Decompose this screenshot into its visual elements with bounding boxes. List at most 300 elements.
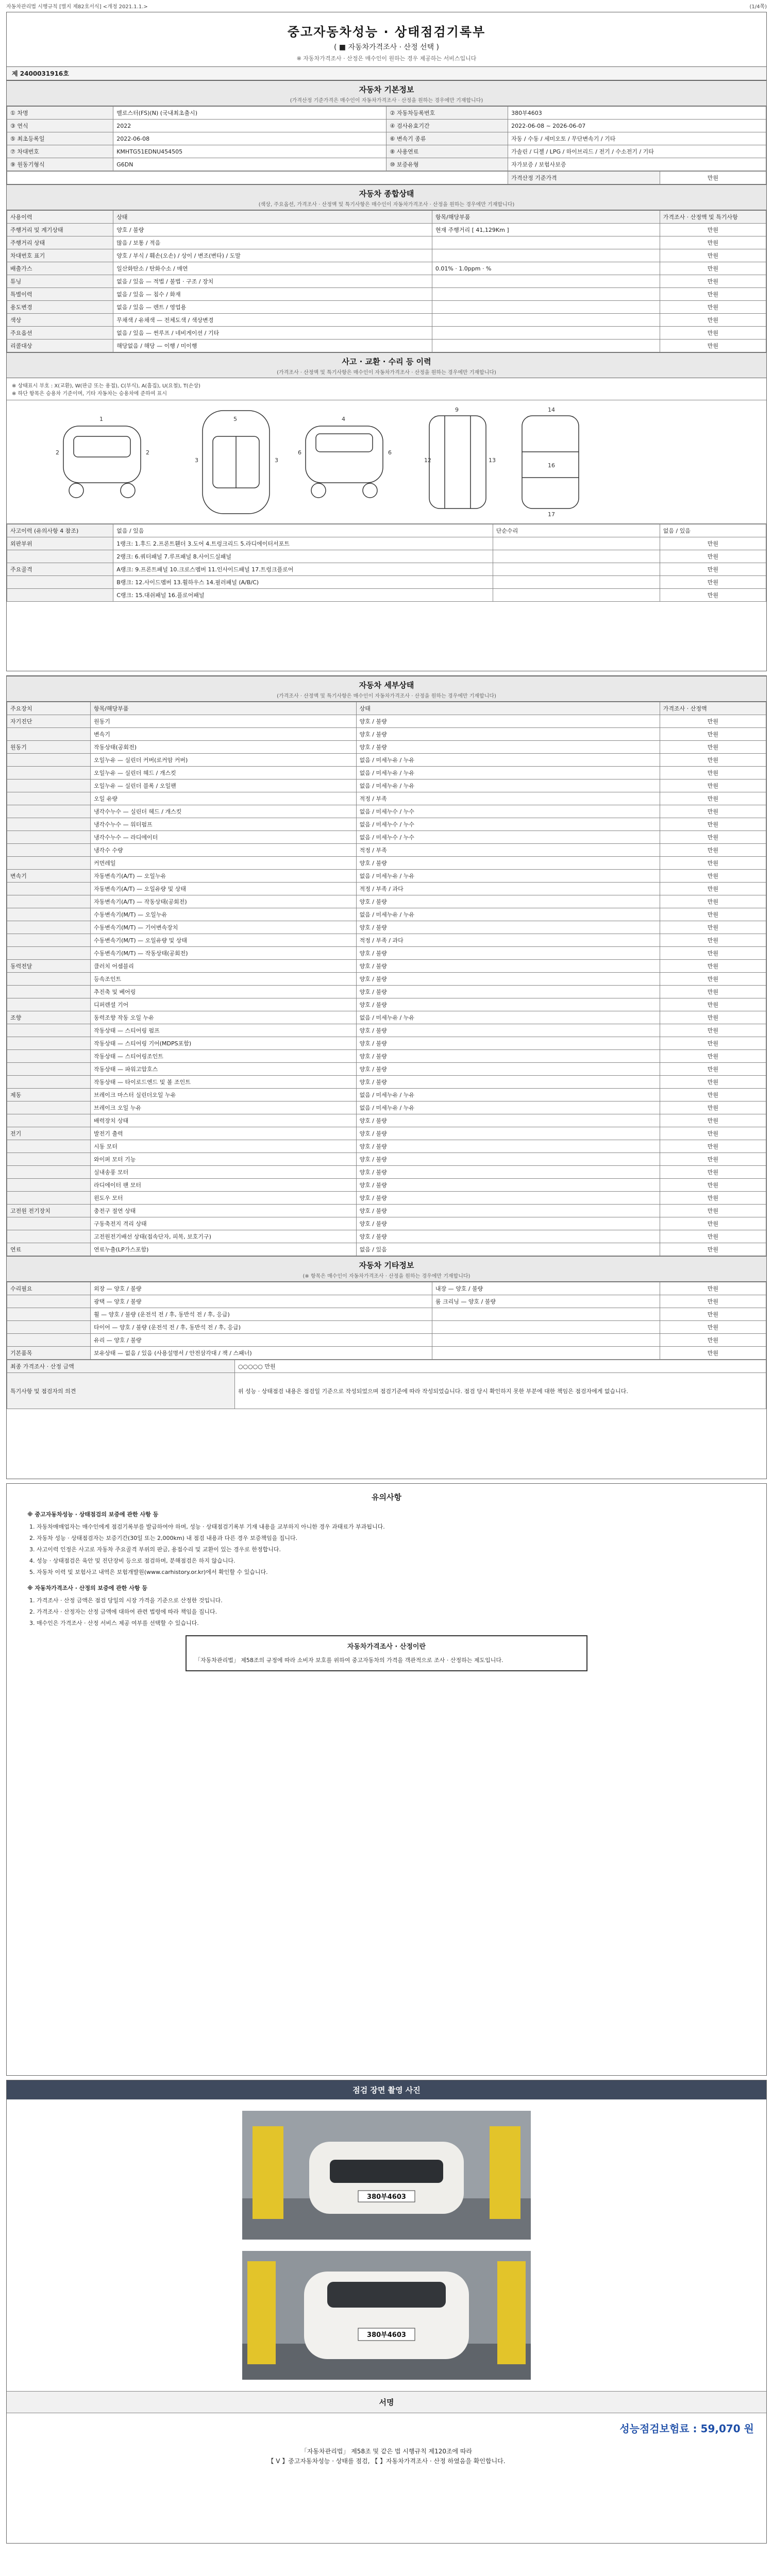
detail-cell: 양호 / 불량 (356, 1076, 660, 1089)
detail-cell: 양호 / 불량 (356, 895, 660, 908)
final-price-label: 최종 가격조사 · 산정 금액 (7, 1360, 235, 1373)
detail-cell (7, 831, 91, 844)
svg-text:5: 5 (233, 416, 237, 422)
accident-cell (493, 563, 660, 576)
basic-info-cell: 2022-06-08 (113, 132, 386, 145)
insurance-fee-label: 성능점검보험료 : (619, 2422, 697, 2435)
other-info-cell: 보유상태 — 없음 / 있음 (사용설명서 / 안전삼각대 / 잭 / 스패너) (91, 1347, 432, 1360)
detail-cell (7, 1192, 91, 1205)
price-basis-table (7, 171, 766, 184)
accident-cell: 만원 (660, 550, 766, 563)
detail-cell: 만원 (660, 1179, 766, 1192)
detail-row (7, 883, 766, 895)
svg-text:14: 14 (548, 406, 555, 413)
summary-cell: 용도변경 (7, 301, 113, 314)
summary-column-header: 사용이력 (7, 211, 113, 224)
detail-cell: 작동상태 — 타이로드엔드 및 볼 조인트 (91, 1076, 357, 1089)
page-4 (6, 2080, 767, 2544)
basic-info-row (7, 107, 766, 120)
accident-cell: 주요골격 (7, 563, 113, 576)
accident-cell: 외판부위 (7, 537, 113, 550)
accident-cell: 만원 (660, 563, 766, 576)
other-info-row (7, 1321, 766, 1334)
detail-cell (7, 908, 91, 921)
detail-row (7, 998, 766, 1011)
summary-cell: 색상 (7, 314, 113, 327)
summary-row (7, 327, 766, 340)
basic-info-cell: ④ 검사유효기간 (386, 120, 508, 132)
detail-cell (7, 857, 91, 870)
other-info-cell: 만원 (660, 1321, 766, 1334)
basic-info-cell: ② 자동차등록번호 (386, 107, 508, 120)
form-reference: 자동차관리법 시행규칙 [별지 제82호서식] <개정 2021.1.1.> (6, 4, 148, 10)
caution-item: 1. 가격조사 · 산정 금액은 점검 당일의 시장 가격을 기준으로 산정한 것입니다. (37, 1596, 746, 1605)
detail-cell (7, 728, 91, 741)
detail-cell (7, 921, 91, 934)
detail-column-header: 주요장치 (7, 702, 91, 715)
detail-row (7, 767, 766, 779)
accident-legend-symbols: ※ 상태표시 부호 : X(교환), W(판금 또는 용접), C(부식), A(흠집), U(요철), T(손상) (12, 383, 200, 389)
other-info-cell (7, 1334, 91, 1347)
summary-cell: 만원 (660, 249, 766, 262)
svg-text:9: 9 (455, 406, 459, 413)
other-info-cell (7, 1295, 91, 1308)
detail-row (7, 754, 766, 767)
accident-cell: 1랭크: 1.후드 2.프론트휀더 3.도어 4.트렁크리드 5.라디에이터서포트 (113, 537, 493, 550)
detail-cell: 오일누유 — 실린더 커버(로커암 커버) (91, 754, 357, 767)
price-basis-blank (7, 172, 508, 184)
summary-row (7, 275, 766, 288)
detail-cell: 연료 (7, 1243, 91, 1256)
detail-row (7, 1011, 766, 1024)
detail-cell (7, 1153, 91, 1166)
document-title: 중고자동차성능 · 상태점검기록부 (287, 25, 486, 39)
detail-cell: 만원 (660, 1166, 766, 1179)
detail-row (7, 1243, 766, 1256)
detail-cell: 실내송풍 모터 (91, 1166, 357, 1179)
summary-title: 자동차 종합상태 (359, 189, 414, 198)
price-survey-title: 자동차가격조사 · 산정이란 (347, 1643, 426, 1651)
inspection-photo-rear (242, 2251, 531, 2380)
svg-text:13: 13 (489, 457, 496, 464)
detail-cell: 수동변속기(M/T) — 작동상태(공회전) (91, 947, 357, 960)
detail-cell: 추진축 및 베어링 (91, 986, 357, 998)
detail-row (7, 908, 766, 921)
detail-cell: 만원 (660, 998, 766, 1011)
detail-row (7, 1089, 766, 1101)
detail-cell: 없음 / 미세누유 / 누유 (356, 908, 660, 921)
detail-cell: 와이퍼 모터 기능 (91, 1153, 357, 1166)
basic-info-cell: G6DN (113, 158, 386, 171)
detail-cell: 라디에이터 팬 모터 (91, 1179, 357, 1192)
basic-info-cell: 가솔린 / 디젤 / LPG / 하이브리드 / 전기 / 수소전기 / 기타 (508, 145, 766, 158)
detail-cell (7, 1114, 91, 1127)
detail-row (7, 960, 766, 973)
detail-cell: 만원 (660, 857, 766, 870)
detail-header-row (7, 702, 766, 715)
basic-info-cell: ⑦ 차대번호 (7, 145, 113, 158)
document-number: 제 2400031916호 (7, 66, 766, 80)
detail-cell (7, 883, 91, 895)
detail-cell (7, 1050, 91, 1063)
summary-cell (432, 288, 660, 301)
basic-info-cell: 2022-06-08 ~ 2026-06-07 (508, 120, 766, 132)
detail-cell: 수동변속기(M/T) — 오일유량 및 상태 (91, 934, 357, 947)
summary-row (7, 224, 766, 236)
detail-cell: 브레이크 오일 누유 (91, 1101, 357, 1114)
page-2 (6, 675, 767, 1479)
detail-cell: 원동기 (7, 741, 91, 754)
detail-cell: 충전구 절연 상태 (91, 1205, 357, 1217)
other-info-cell: 타이어 — 양호 / 불량 (운전석 전 / 후, 동반석 전 / 후, 응급) (91, 1321, 432, 1334)
other-info-cell: 기본품목 (7, 1347, 91, 1360)
summary-cell: 차대번호 표기 (7, 249, 113, 262)
detail-cell (7, 767, 91, 779)
car-diagram-area (7, 400, 766, 524)
summary-cell (432, 327, 660, 340)
caution-subtitle-2: ※ 자동차가격조사 · 산정의 보증에 관한 사항 등 (27, 1584, 147, 1591)
detail-cell: 양호 / 불량 (356, 973, 660, 986)
other-info-cell: 내장 — 양호 / 불량 (432, 1282, 660, 1295)
summary-column-header: 항목/해당부품 (432, 211, 660, 224)
summary-row (7, 288, 766, 301)
basic-info-cell: ⑨ 원동기형식 (7, 158, 113, 171)
svg-text:16: 16 (548, 462, 555, 469)
detail-cell: 만원 (660, 1011, 766, 1024)
basic-info-title: 자동차 기본정보 (359, 85, 414, 94)
summary-cell: 만원 (660, 327, 766, 340)
summary-cell: 튜닝 (7, 275, 113, 288)
detail-cell: 만원 (660, 1243, 766, 1256)
other-info-row (7, 1282, 766, 1295)
detail-row (7, 1037, 766, 1050)
detail-cell: 자동변속기(A/T) — 오일유량 및 상태 (91, 883, 357, 895)
special-notes-text: 위 성능 · 상태점검 내용은 점검일 기준으로 작성되었으며 점검기준에 따라 작성되었습니다. 점검 당시 확인하지 못한 부분에 대한 책임은 점검자에게 없습니다. (234, 1373, 766, 1409)
car-rear-photo (242, 2251, 531, 2380)
detail-cell: 디퍼렌셜 기어 (91, 998, 357, 1011)
summary-header-row (7, 211, 766, 224)
other-info-cell: 만원 (660, 1295, 766, 1308)
form-header (0, 0, 773, 12)
summary-note: (색상, 주요옵션, 가격조사 · 산정액 및 특기사항은 매수인이 자동차가격조사 · 산정을 원하는 경우에만 기재합니다) (258, 202, 515, 208)
detail-cell: 없음 / 미세누유 / 누유 (356, 1089, 660, 1101)
detail-cell: 시동 모터 (91, 1140, 357, 1153)
detail-column-header: 상태 (356, 702, 660, 715)
detail-cell: 동력조향 작동 오일 누유 (91, 1011, 357, 1024)
other-info-cell: 만원 (660, 1347, 766, 1360)
summary-row (7, 236, 766, 249)
accident-title: 사고 · 교환 · 수리 등 이력 (342, 357, 431, 366)
detail-cell: 만원 (660, 1153, 766, 1166)
summary-cell (432, 301, 660, 314)
detail-column-header: 항목/해당부품 (91, 702, 357, 715)
accident-row (7, 563, 766, 576)
other-info-cell (432, 1321, 660, 1334)
summary-cell: 만원 (660, 314, 766, 327)
detail-cell: 만원 (660, 1140, 766, 1153)
detail-row (7, 1217, 766, 1230)
detail-cell (7, 934, 91, 947)
detail-cell: 냉각수누수 — 실린더 헤드 / 개스킷 (91, 805, 357, 818)
summary-cell (432, 314, 660, 327)
detail-cell: 만원 (660, 870, 766, 883)
detail-cell: 만원 (660, 921, 766, 934)
detail-cell: 작동상태 — 스티어링 펌프 (91, 1024, 357, 1037)
detail-cell: 배력장치 상태 (91, 1114, 357, 1127)
detail-cell: 오일 유량 (91, 792, 357, 805)
caution-item: 3. 사고이력 인정은 사고로 자동차 주요골격 부위의 판금, 용접수리 및 교환이 있는 경우로 한정합니다. (37, 1545, 746, 1554)
accident-cell: A랭크: 9.프론트패널 10.크로스멤버 11.인사이드패널 17.트렁크플로어 (113, 563, 493, 576)
caution-item: 2. 가격조사 · 산정자는 산정 금액에 대하여 관련 법령에 따라 책임을 집니다. (37, 1607, 746, 1617)
summary-row (7, 340, 766, 352)
other-title: 자동차 기타정보 (359, 1261, 414, 1270)
caution-subtitle-1: ※ 중고자동차성능 · 상태점검의 보증에 관한 사항 등 (27, 1511, 159, 1518)
detail-cell: 양호 / 불량 (356, 1192, 660, 1205)
document-title-block (7, 12, 766, 66)
detail-cell: 양호 / 불량 (356, 1127, 660, 1140)
detail-cell: 수동변속기(M/T) — 오일누유 (91, 908, 357, 921)
detail-cell: 적정 / 부족 (356, 844, 660, 857)
detail-cell: 없음 / 미세누유 / 누유 (356, 754, 660, 767)
detail-cell: 없음 / 미세누수 / 누수 (356, 831, 660, 844)
summary-cell: 만원 (660, 340, 766, 352)
detail-cell: 만원 (660, 883, 766, 895)
detail-cell: 만원 (660, 947, 766, 960)
summary-cell: 없음 / 있음 — 적법 / 불법 · 구조 / 장치 (113, 275, 432, 288)
other-header (7, 1256, 766, 1282)
detail-row (7, 1179, 766, 1192)
other-info-row (7, 1334, 766, 1347)
detail-cell: 오일누유 — 실린더 블록 / 오일팬 (91, 779, 357, 792)
basic-info-cell: KMHTG51EDNU454505 (113, 145, 386, 158)
detail-cell: 만원 (660, 908, 766, 921)
detail-cell: 없음 / 미세누수 / 누수 (356, 805, 660, 818)
basic-info-cell: ⑥ 변속기 종류 (386, 132, 508, 145)
detail-cell: 냉각수누수 — 라디에이터 (91, 831, 357, 844)
detail-cell: 적정 / 부족 / 과다 (356, 883, 660, 895)
detail-cell: 만원 (660, 1063, 766, 1076)
summary-cell (432, 236, 660, 249)
detail-cell: 없음 / 미세누유 / 누유 (356, 1011, 660, 1024)
detail-cell: 없음 / 미세누유 / 누유 (356, 779, 660, 792)
other-info-row (7, 1347, 766, 1360)
summary-cell: 많음 / 보통 / 적음 (113, 236, 432, 249)
basic-info-cell: 벨로스터(FS)(N) (국내최초출시) (113, 107, 386, 120)
detail-cell: 고전원 전기장치 (7, 1205, 91, 1217)
summary-cell: 주행거리 상태 (7, 236, 113, 249)
detail-cell: 양호 / 불량 (356, 1166, 660, 1179)
detail-cell (7, 1166, 91, 1179)
inspection-photo-front (242, 2111, 531, 2240)
other-info-cell: 광택 — 양호 / 불량 (91, 1295, 432, 1308)
detail-cell: 양호 / 불량 (356, 1217, 660, 1230)
detail-cell: 제동 (7, 1089, 91, 1101)
summary-cell: 양호 / 불량 (113, 224, 432, 236)
detail-row (7, 715, 766, 728)
svg-text:6: 6 (298, 449, 301, 456)
svg-text:1: 1 (99, 416, 103, 422)
page-3 (6, 1483, 767, 2076)
special-notes-label: 특기사항 및 점검자의 의견 (7, 1373, 235, 1409)
basic-info-row (7, 158, 766, 171)
page-1 (6, 12, 767, 671)
certification-line-2: 【 V 】중고자동차성능 · 상태를 점검, 【 】자동차가격조사 · 산정 하였음을 확인합니다. (267, 2458, 506, 2465)
detail-note: (가격조사 · 산정액 및 특기사항은 매수인이 자동차가격조사 · 산정을 원하는 경우에만 기재합니다) (277, 693, 496, 699)
detail-cell: 만원 (660, 779, 766, 792)
summary-column-header: 가격조사 · 산정액 및 특기사항 (660, 211, 766, 224)
summary-cell: 해당없음 / 해당 — 이행 / 미이행 (113, 340, 432, 352)
final-price-value: ○○○○○ 만원 (234, 1360, 766, 1373)
other-info-cell: 만원 (660, 1282, 766, 1295)
other-info-cell: 유리 — 양호 / 불량 (91, 1334, 432, 1347)
other-note: (※ 항목은 매수인이 자동차가격조사 · 산정을 원하는 경우에만 기재합니다) (303, 1274, 470, 1279)
accident-cell: 2랭크: 6.쿼터패널 7.루프패널 8.사이드실패널 (113, 550, 493, 563)
accident-row (7, 576, 766, 589)
detail-cell: 동력전달 (7, 960, 91, 973)
detail-cell: 만원 (660, 986, 766, 998)
summary-cell: 현재 주행거리 [ 41,129Km ] (432, 224, 660, 236)
basic-info-cell: 2022 (113, 120, 386, 132)
accident-cell (493, 550, 660, 563)
detail-cell: 원동기 (91, 715, 357, 728)
detail-cell: 만원 (660, 895, 766, 908)
detail-cell (7, 998, 91, 1011)
detail-cell: 양호 / 불량 (356, 715, 660, 728)
detail-cell (7, 895, 91, 908)
detail-row (7, 1230, 766, 1243)
detail-cell: 만원 (660, 1076, 766, 1089)
detail-row (7, 818, 766, 831)
price-basis-unit: 만원 (660, 172, 766, 184)
car-front-photo (242, 2111, 531, 2240)
other-info-cell (432, 1347, 660, 1360)
summary-cell: 없음 / 있음 — 침수 / 화재 (113, 288, 432, 301)
other-info-cell (7, 1321, 91, 1334)
detail-cell: 양호 / 불량 (356, 728, 660, 741)
plate-text-rear: 380부4603 (367, 2331, 406, 2339)
detail-cell: 변속기 (91, 728, 357, 741)
detail-cell: 만원 (660, 1192, 766, 1205)
svg-text:2: 2 (56, 449, 59, 456)
detail-cell: 만원 (660, 818, 766, 831)
basic-info-table (7, 106, 766, 171)
detail-cell: 전기 (7, 1127, 91, 1140)
detail-cell: 양호 / 불량 (356, 921, 660, 934)
accident-cell: 사고이력 (유의사항 4 참조) (7, 524, 113, 537)
summary-cell: 만원 (660, 288, 766, 301)
detail-cell: 조향 (7, 1011, 91, 1024)
document-subtitle: ( ■ 자동차가격조사 · 산정 선택 ) (333, 43, 440, 52)
detail-cell: 윈도우 모터 (91, 1192, 357, 1205)
other-info-cell: 만원 (660, 1334, 766, 1347)
detail-cell (7, 1024, 91, 1037)
summary-cell: 0.01% · 1.0ppm · % (432, 262, 660, 275)
basic-info-row (7, 132, 766, 145)
accident-cell: 없음 / 있음 (660, 524, 766, 537)
detail-cell: 양호 / 불량 (356, 986, 660, 998)
detail-cell (7, 1101, 91, 1114)
other-info-cell: 수리필요 (7, 1282, 91, 1295)
signature-title: 서명 (7, 2392, 766, 2413)
detail-cell: 자기진단 (7, 715, 91, 728)
svg-text:4: 4 (342, 416, 345, 422)
detail-cell: 만원 (660, 1127, 766, 1140)
detail-cell (7, 973, 91, 986)
accident-legend (7, 378, 766, 400)
detail-cell: 만원 (660, 1089, 766, 1101)
caution-item: 1. 자동차매매업자는 매수인에게 점검기록부를 발급하여야 하며, 성능 · 상태점검기록부 기재 내용을 교부하지 아니한 경우 과태료가 부과됩니다. (37, 1522, 746, 1532)
summary-cell: 만원 (660, 236, 766, 249)
summary-row (7, 249, 766, 262)
basic-info-cell: 380부4603 (508, 107, 766, 120)
car-diagram (17, 405, 754, 519)
caution-item: 5. 자동차 이력 및 보험사고 내역은 보험개발원(www.carhistory.or.kr)에서 확인할 수 있습니다. (37, 1568, 746, 1577)
page-indicator: (1/4쪽) (749, 4, 767, 10)
other-info-cell (432, 1334, 660, 1347)
detail-row (7, 1205, 766, 1217)
accident-cell (493, 589, 660, 602)
detail-cell (7, 779, 91, 792)
detail-cell (7, 986, 91, 998)
caution-title: 유의사항 (372, 1493, 401, 1502)
detail-row (7, 792, 766, 805)
summary-row (7, 301, 766, 314)
accident-note: (가격조사 · 산정액 및 특기사항은 매수인이 자동차가격조사 · 산정을 원하는 경우에만 기재합니다) (277, 370, 496, 376)
basic-info-note: (가격산정 기준가격은 매수인이 자동차가격조사 · 산정을 원하는 경우에만 기재합니다) (290, 98, 483, 104)
detail-cell: 연료누출(LP가스포함) (91, 1243, 357, 1256)
detail-cell: 양호 / 불량 (356, 1153, 660, 1166)
basic-info-row (7, 120, 766, 132)
detail-cell: 만원 (660, 1050, 766, 1063)
detail-cell: 만원 (660, 1205, 766, 1217)
detail-cell: 양호 / 불량 (356, 960, 660, 973)
detail-cell: 만원 (660, 805, 766, 818)
svg-text:2: 2 (146, 449, 149, 456)
detail-row (7, 986, 766, 998)
detail-cell: 변속기 (7, 870, 91, 883)
summary-cell: 없음 / 있음 — 렌트 / 영업용 (113, 301, 432, 314)
detail-cell (7, 805, 91, 818)
detail-cell: 만원 (660, 767, 766, 779)
detail-row (7, 1140, 766, 1153)
detail-row (7, 1050, 766, 1063)
detail-cell (7, 1217, 91, 1230)
document-note: ※ 자동차가격조사 · 산정은 매수인이 원하는 경우 제공하는 서비스입니다 (296, 55, 477, 62)
insurance-fee (7, 2413, 766, 2443)
summary-cell (432, 249, 660, 262)
accident-table (7, 524, 766, 602)
detail-cell: 양호 / 불량 (356, 1063, 660, 1076)
insurance-fee-value: 59,070 원 (700, 2422, 754, 2435)
detail-cell: 양호 / 불량 (356, 1024, 660, 1037)
detail-cell: 작동상태(공회전) (91, 741, 357, 754)
accident-cell (7, 550, 113, 563)
detail-cell: 냉각수누수 — 워터펌프 (91, 818, 357, 831)
detail-row (7, 1024, 766, 1037)
accident-cell: C랭크: 15.대쉬패널 16.플로어패널 (113, 589, 493, 602)
detail-cell: 없음 / 있음 (356, 1243, 660, 1256)
accident-row (7, 589, 766, 602)
detail-row (7, 921, 766, 934)
summary-cell (432, 340, 660, 352)
certification-footer (7, 2443, 766, 2472)
price-survey-box (186, 1635, 587, 1671)
accident-cell: 없음 / 있음 (113, 524, 493, 537)
signature-section (7, 2391, 766, 2472)
photos-title: 점검 장면 촬영 사진 (7, 2080, 766, 2099)
detail-cell (7, 818, 91, 831)
detail-row (7, 1153, 766, 1166)
